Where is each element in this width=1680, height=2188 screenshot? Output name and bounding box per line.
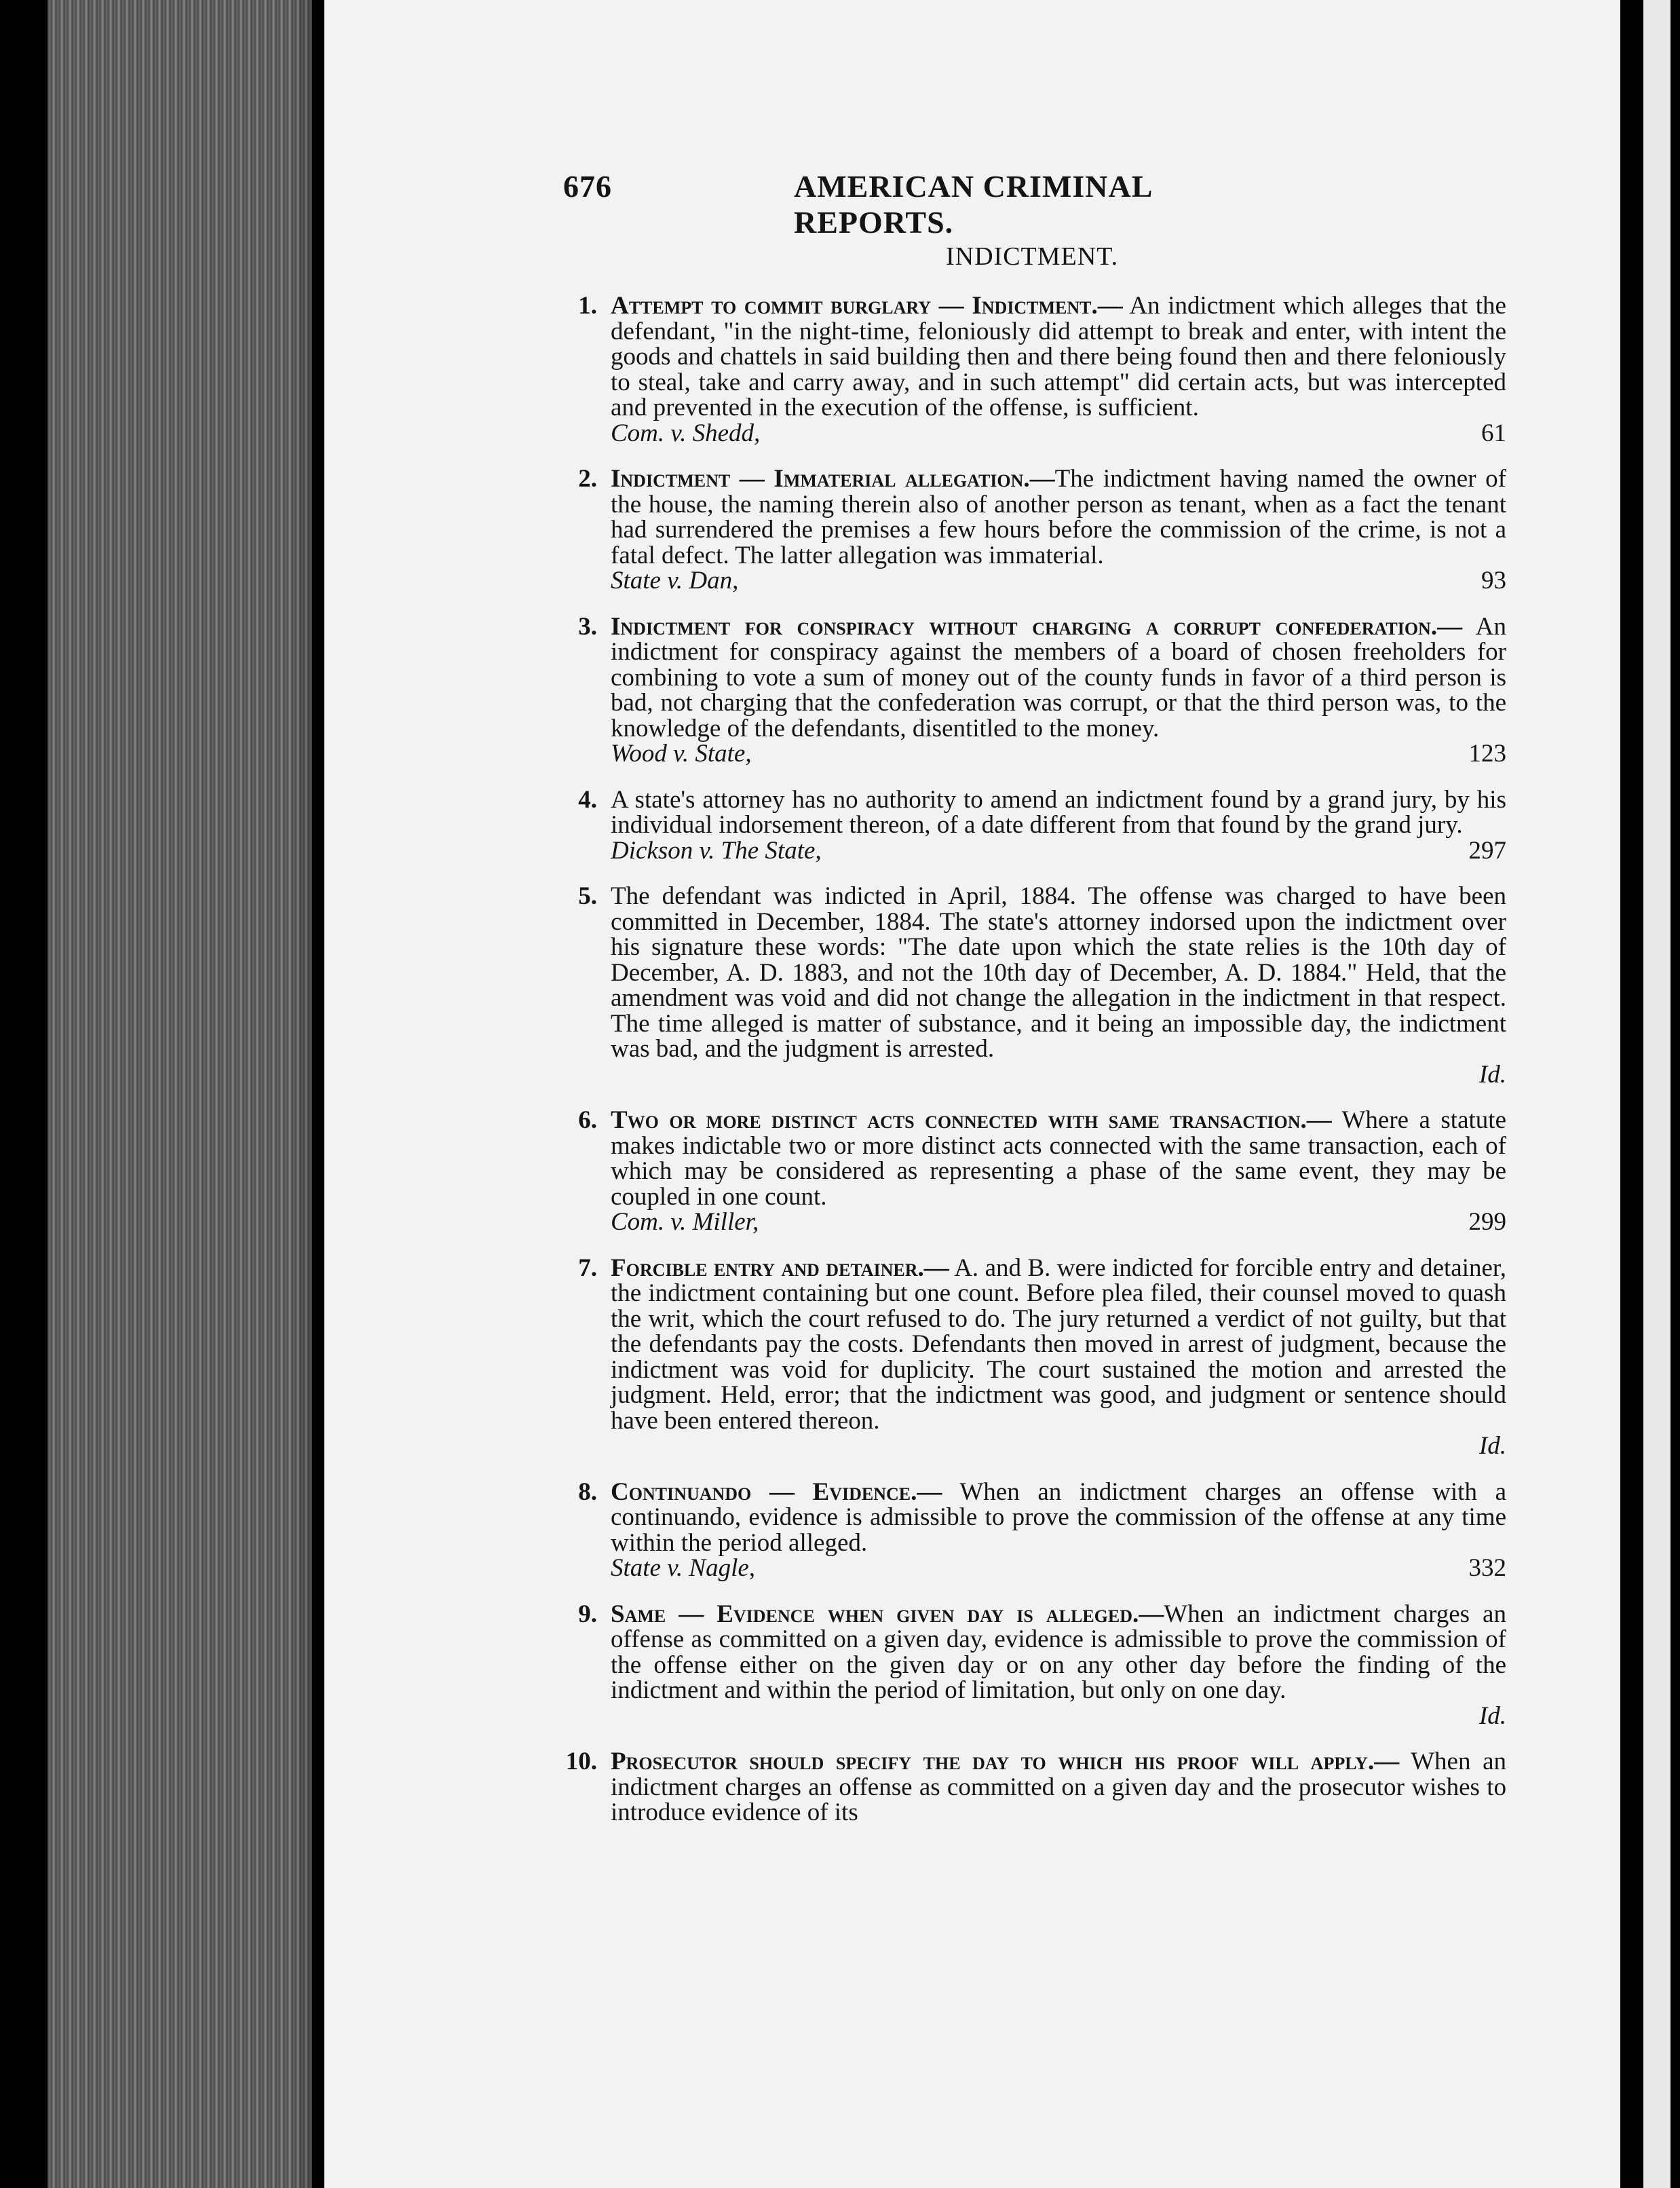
entry-text: An indictment which alleges that the defendant, "in the night-time, feloniously did attempt to break and enter, with intent the goods and chattels in said building then and there being found then and there feloniously to steal, take and carry away, and in such attempt" did certain acts, but was intercepted and prevented in the execution of the offense, is sufficient.: [611, 292, 1506, 421]
entry-reference: [611, 838, 1506, 864]
entry-number: 1.: [578, 292, 597, 320]
page-reference: Id.: [1478, 1701, 1506, 1730]
page-reference: Id.: [1478, 1060, 1506, 1089]
case-citation: State v. Dan,: [611, 567, 739, 595]
entry-text: The defendant was indicted in April, 1884. The offense was charged to have been committed in December, 1884. The state's attorney indorsed upon the indictment over his signature these words: "The date upon which the state relies is the 10th day of December, A. D. 1883, and not the 10th day of December, A. D. 1884." Held, that the amendment was void and did not change the allegation in the indictment in that respect. The time alleged is matter of substance, and it being an impossible day, the indictment was bad, and the judgment is arrested.: [611, 882, 1506, 1063]
page-reference: 297: [1468, 836, 1506, 865]
entry-body: [611, 466, 1506, 594]
headnote-entry: [543, 1602, 1506, 1729]
entry-text: A. and B. were indicted for forcible entry and detainer, the indictment containing but one count. Before plea filed, their counsel moved to quash the writ, which the court refused to do. The jury returned a verdict of not guilty, but that the defendants pay the costs. Defendants then moved in arrest of judgment, because the indictment was void for duplicity. The court sustained the motion and arrested the judgment. Held, error; that the indictment was good, and judgment or sentence should have been entered thereon.: [611, 1253, 1506, 1435]
running-title: AMERICAN CRIMINAL REPORTS.: [794, 169, 1151, 240]
book-page-edges: [47, 0, 312, 2188]
entry-number: 9.: [578, 1600, 597, 1628]
page-reference: 93: [1481, 567, 1506, 595]
headnote-entry: [543, 787, 1506, 864]
headnote-list: [543, 293, 1506, 1846]
entry-number: 3.: [578, 612, 597, 641]
case-citation: Wood v. State,: [611, 740, 752, 768]
entry-heading: Two or more distinct acts connected with same transaction.—: [611, 1106, 1332, 1134]
case-citation: Com. v. Miller,: [611, 1208, 759, 1236]
page-reference: 61: [1481, 419, 1506, 447]
entry-heading: Indictment — Immaterial allegation.—: [611, 465, 1055, 493]
entry-text: The indictment having named the owner of the house, the naming therein also of another person as tenant, when as a fact the tenant had surrendered the premises a few hours before the commission of the crime, is not a fatal defect. The latter allegation was immaterial.: [611, 465, 1506, 569]
headnote-entry: [543, 1253, 1506, 1460]
entry-reference: [611, 568, 1506, 594]
adjacent-page-sliver: [1643, 0, 1671, 2188]
entry-text: When an indictment charges an offense with a continuando, evidence is admissible to prove the commission of the offense at any time within the period alleged.: [611, 1477, 1506, 1557]
case-citation: Dickson v. The State,: [611, 836, 822, 865]
entry-text: An indictment for conspiracy against the members of a board of chosen freeholders for combining to vote a sum of money out of the county funds in favor of a third person is bad, not charging that the confederation was corrupt, or that the third person was, to the knowledge of the defendants, disentitled to the money.: [611, 612, 1506, 742]
entry-number: 5.: [578, 882, 597, 910]
entry-heading: Attempt to commit burglary — Indictment.—: [611, 292, 1123, 320]
headnote-entry: [543, 1108, 1506, 1235]
entry-body: [611, 1108, 1506, 1235]
entry-body: [611, 1749, 1506, 1826]
entry-heading: Same — Evidence when given day is alleged.—: [611, 1600, 1164, 1628]
entry-text: When an indictment charges an offense as committed on a given day, evidence is admissible to prove the commission of the offense either on the given day or on any other day before the finding of the indictment and within the period of limitation, but only on one day.: [611, 1600, 1506, 1704]
adjacent-page-strip: [1620, 0, 1680, 2188]
entry-text: When an indictment charges an offense as committed on a given day and the prosecutor wishes to introduce evidence of its: [611, 1748, 1506, 1826]
entry-number: 8.: [578, 1477, 597, 1506]
case-citation: State v. Nagle,: [611, 1554, 756, 1582]
entry-reference: [611, 1703, 1506, 1729]
entry-reference: [611, 1555, 1506, 1581]
entry-body: [611, 614, 1506, 767]
entry-heading: Indictment for conspiracy without charging a corrupt confederation.—: [611, 612, 1463, 641]
page-number: 676: [563, 169, 612, 204]
entry-text: A state's attorney has no authority to amend an indictment found by a grand jury, by his individual indorsement thereon, of a date different from that found by the grand jury.: [611, 785, 1506, 839]
running-header: [563, 168, 1282, 240]
entry-number: 4.: [578, 785, 597, 814]
page-reference: 299: [1468, 1208, 1506, 1236]
headnote-entry: [543, 884, 1506, 1087]
page-reference: Id.: [1478, 1432, 1506, 1460]
entry-body: [611, 787, 1506, 864]
entry-reference: [611, 1209, 1506, 1235]
entry-number: 7.: [578, 1253, 597, 1282]
entry-heading: Prosecutor should specify the day to which his proof will apply.—: [611, 1748, 1400, 1775]
entry-body: [611, 293, 1506, 446]
entry-body: [611, 1479, 1506, 1581]
entry-number: 10.: [565, 1748, 597, 1775]
headnote-entry: [543, 466, 1506, 594]
entry-reference: [611, 421, 1506, 447]
case-citation: Com. v. Shedd,: [611, 419, 761, 447]
entry-heading: Continuando — Evidence.—: [611, 1477, 942, 1506]
headnote-entry: [543, 614, 1506, 767]
entry-body: [611, 1253, 1506, 1460]
section-title: INDICTMENT.: [946, 242, 1119, 271]
headnote-entry: [543, 293, 1506, 446]
entry-reference: [611, 741, 1506, 767]
entry-reference: [611, 1433, 1506, 1459]
page-reference: 123: [1468, 740, 1506, 768]
entry-body: [611, 1602, 1506, 1729]
entry-body: [611, 884, 1506, 1087]
entry-text: Where a statute makes indictable two or more distinct acts connected with the same transaction, each of which may be considered as representing a phase of the same event, they may be coupled in one count.: [611, 1106, 1506, 1211]
page-reference: 332: [1468, 1554, 1506, 1582]
entry-heading: Forcible entry and detainer.—: [611, 1253, 949, 1282]
entry-reference: [611, 1062, 1506, 1088]
entry-number: 6.: [578, 1106, 597, 1134]
headnote-entry: [543, 1479, 1506, 1581]
entry-number: 2.: [578, 465, 597, 493]
headnote-entry: [543, 1749, 1506, 1826]
